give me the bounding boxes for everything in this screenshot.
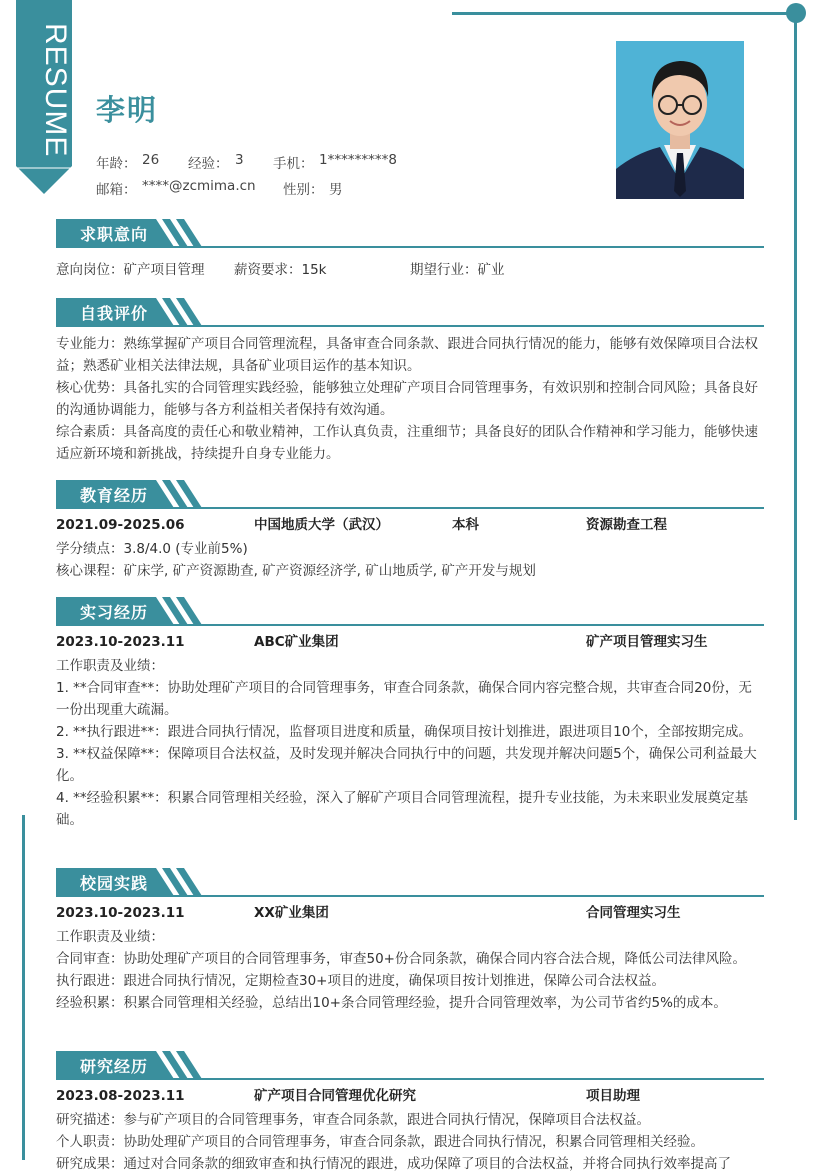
intern-item: 2. **执行跟进**：跟进合同执行情况，监督项目进度和质量，确保项目按计划推进，跟进项目10个，全部按期完成。 — [56, 724, 752, 740]
education-details — [56, 538, 764, 582]
section-rule — [56, 1078, 764, 1080]
edu-period: 2021.09-2025.06 — [56, 517, 185, 533]
section-selfeval-header — [56, 298, 764, 328]
section-rule — [56, 507, 764, 509]
research-period: 2023.08-2023.11 — [56, 1088, 185, 1104]
intern-duty-title: 工作职责及业绩： — [56, 658, 164, 674]
right-decor-line — [794, 14, 797, 820]
gender-label: 性别： — [283, 182, 324, 198]
exp-label: 经验： — [188, 156, 229, 172]
campus-item: 经验积累：积累合同管理相关经验，总结出10+条合同管理经验，提升合同管理效率，为公司节省约5%的成本。 — [56, 995, 727, 1011]
section-title: 实习经历 — [80, 603, 149, 622]
research-item: 个人职责：协助处理矿产项目的合同管理事务，审查合同条款，跟进合同执行情况，积累合同管理相关经验。 — [56, 1134, 704, 1150]
section-rule — [56, 624, 764, 626]
campus-period: 2023.10-2023.11 — [56, 905, 185, 921]
email-label: 邮箱： — [96, 182, 137, 198]
edu-courses: 核心课程：矿床学, 矿产资源勘查, 矿产资源经济学, 矿山地质学, 矿产开发与规划 — [56, 563, 536, 579]
research-details — [56, 1109, 764, 1175]
research-item: 研究描述：参与矿产项目的合同管理事务，审查合同条款，跟进合同执行情况，保障项目合法权益。 — [56, 1112, 650, 1128]
resume-ribbon — [16, 0, 72, 196]
age-label: 年龄： — [96, 156, 137, 172]
section-title: 校园实践 — [80, 874, 149, 893]
email-value: ****@zcmima.cn — [142, 178, 256, 194]
edu-school: 中国地质大学（武汉） — [254, 517, 389, 533]
ribbon-text: RESUME — [39, 22, 72, 158]
research-project: 矿产项目合同管理优化研究 — [254, 1088, 416, 1104]
self-eval-item: 专业能力：熟练掌握矿产项目合同管理流程，具备审查合同条款、跟进合同执行情况的能力，能够有效保障项目合法权益；熟悉矿业相关法律法规，具备矿业项目运作的基本知识。 — [56, 336, 758, 374]
intention-position: 意向岗位：矿产项目管理 — [56, 262, 205, 278]
intern-item: 1. **合同审查**：协助处理矿产项目的合同管理事务，审查合同条款，确保合同内容完整合规，共审查合同20份，无一份出现重大疏漏。 — [56, 680, 752, 718]
campus-item: 执行跟进：跟进合同执行情况，定期检查30+项目的进度，确保项目按计划推进，保障公司合法权益。 — [56, 973, 665, 989]
section-title: 自我评价 — [80, 304, 149, 323]
person-name: 李明 — [96, 93, 159, 127]
section-rule — [56, 246, 764, 248]
self-eval-block — [56, 333, 764, 465]
campus-company: XX矿业集团 — [254, 905, 329, 921]
intern-role: 矿产项目管理实习生 — [586, 634, 708, 650]
edu-major: 资源勘查工程 — [586, 517, 667, 533]
campus-duty-title: 工作职责及业绩： — [56, 929, 164, 945]
campus-role: 合同管理实习生 — [586, 905, 681, 921]
section-title: 研究经历 — [80, 1057, 149, 1076]
left-decor-line — [22, 815, 25, 1160]
age-value: 26 — [142, 152, 160, 168]
intern-item: 3. **权益保障**：保障项目合法权益，及时发现并解决合同执行中的问题，共发现并解决问题5个，确保公司利益最大化。 — [56, 746, 757, 784]
self-eval-item: 核心优势：具备扎实的合同管理实践经验，能够独立处理矿产项目合同管理事务，有效识别和控制合同风险；具备良好的沟通协调能力，能够与各方利益相关者保持有效沟通。 — [56, 380, 758, 418]
section-rule — [56, 325, 764, 327]
gender-value: 男 — [329, 182, 343, 198]
intern-item: 4. **经验积累**：积累合同管理相关经验，深入了解矿产项目合同管理流程，提升专业技能，为未来职业发展奠定基础。 — [56, 790, 749, 828]
self-eval-item: 综合素质：具备高度的责任心和敬业精神，工作认真负责，注重细节；具备良好的团队合作精神和学习能力，能够快速适应新环境和新挑战，持续提升自身专业能力。 — [56, 424, 758, 462]
section-internship-header — [56, 597, 764, 627]
section-campus-header — [56, 868, 764, 898]
section-title: 求职意向 — [80, 225, 149, 244]
edu-degree: 本科 — [452, 517, 479, 533]
section-research-header — [56, 1051, 764, 1081]
exp-value: 3 — [235, 152, 244, 168]
campus-details — [56, 926, 764, 1014]
intention-industry: 期望行业：矿业 — [410, 262, 505, 278]
campus-item: 合同审查：协助处理矿产项目的合同管理事务，审查50+份合同条款，确保合同内容合法合规，降低公司法律风险。 — [56, 951, 746, 967]
section-title: 教育经历 — [80, 486, 149, 505]
research-role: 项目助理 — [586, 1088, 640, 1104]
top-decor-line — [452, 12, 796, 15]
intention-salary: 薪资要求：15k — [234, 262, 327, 278]
edu-gpa: 学分绩点：3.8/4.0 (专业前5%) — [56, 541, 248, 557]
intern-period: 2023.10-2023.11 — [56, 634, 185, 650]
internship-details — [56, 655, 764, 831]
section-intention-header — [56, 219, 764, 249]
section-rule — [56, 895, 764, 897]
intern-company: ABC矿业集团 — [254, 634, 339, 650]
section-education-header — [56, 480, 764, 510]
profile-photo — [616, 41, 744, 199]
phone-value: 1*********8 — [319, 152, 397, 168]
research-item: 研究成果：通过对合同条款的细致审查和执行情况的跟进，成功保障了项目的合法权益，并将合同执行效率提高了 — [56, 1156, 731, 1172]
phone-label: 手机： — [273, 156, 314, 172]
